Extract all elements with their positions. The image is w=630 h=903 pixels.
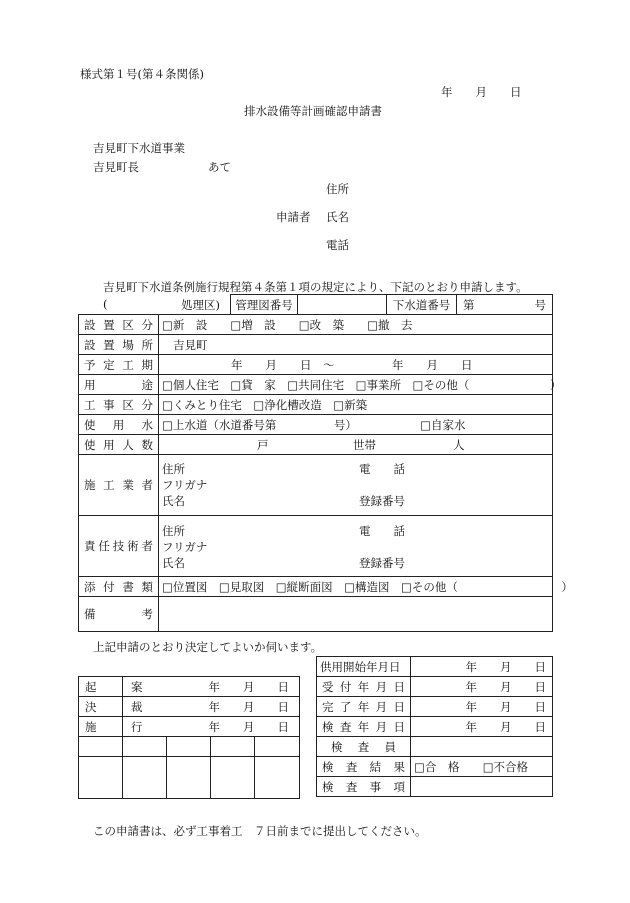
engineer-furigana-label: フリガナ xyxy=(162,540,208,554)
remarks-label: 備考 xyxy=(79,597,159,632)
start-date-value[interactable]: 年 月 日 xyxy=(411,657,553,677)
applicant-phone-label: 電話 xyxy=(326,238,349,252)
seal-cell-top[interactable] xyxy=(255,737,300,757)
addressee-suffix: あて xyxy=(208,160,231,174)
applicant-address-label: 住所 xyxy=(326,182,349,196)
location-label: 設置場所 xyxy=(79,335,159,355)
install-type-options[interactable]: □新 設 □増 設 □改 築 □撤 去 xyxy=(159,315,553,335)
seal-cell[interactable] xyxy=(211,757,255,799)
persons-label: 使用人数 xyxy=(79,435,159,455)
execute-label: 施 行 xyxy=(79,717,123,737)
decide-date[interactable]: 年 月 日 xyxy=(123,697,300,717)
seal-cell[interactable] xyxy=(255,757,300,799)
inspected-value[interactable]: 年 月 日 xyxy=(411,717,553,737)
water-options[interactable]: □上水道（水道番号第 号） □自家水 xyxy=(159,415,553,435)
attachments-label: 添付書類 xyxy=(79,577,159,597)
office-table xyxy=(316,656,553,797)
result-label: 検査結果 xyxy=(317,757,411,777)
decide-label: 決 裁 xyxy=(79,697,123,717)
engineer-label: 責任技術者 xyxy=(79,516,159,577)
fail-checkbox[interactable]: □不合格 xyxy=(482,759,529,774)
items-value[interactable] xyxy=(411,777,553,797)
seal-cell-top[interactable] xyxy=(167,737,211,757)
inspector-label: 検査員 xyxy=(317,737,411,757)
draft-date[interactable]: 年 月 日 xyxy=(123,677,300,697)
contractor-address-label: 住所 xyxy=(162,462,185,476)
start-date-label: 供用開始年月日 xyxy=(317,657,411,677)
approval-table xyxy=(78,676,300,799)
map-number-field[interactable] xyxy=(298,295,387,315)
contractor-label: 施工業者 xyxy=(79,455,159,516)
draft-label: 起 案 xyxy=(79,677,123,697)
install-type-label: 設置区分 xyxy=(79,315,159,335)
contractor-phone-label: 電 話 xyxy=(359,462,405,476)
completed-value[interactable]: 年 月 日 xyxy=(411,697,553,717)
inspected-label: 検査年月日 xyxy=(317,717,411,737)
seal-cell-top[interactable] xyxy=(123,737,167,757)
header-number-table xyxy=(230,294,553,315)
engineer-reg-label: 登録番号 xyxy=(359,556,405,570)
seal-cell-top[interactable] xyxy=(211,737,255,757)
pass-checkbox[interactable]: □合 格 xyxy=(414,759,460,774)
intro-text: 吉見町下水道条例施行規程第４条第１項の規定により、下記のとおり申請します。 xyxy=(103,280,528,294)
page-title: 排水設備等計画確認申請書 xyxy=(244,104,382,118)
engineer-name-label: 氏名 xyxy=(162,556,185,570)
seal-cell-top[interactable] xyxy=(79,737,123,757)
use-options[interactable]: □個人住宅 □貸 家 □共同住宅 □事業所 □その他（ ） xyxy=(159,375,553,395)
form-number: 様式第１号(第４条関係) xyxy=(80,67,204,81)
items-label: 検査事項 xyxy=(317,777,411,797)
attachments-options[interactable]: □位置図 □見取図 □縦断面図 □構造図 □その他（ ） xyxy=(159,577,553,597)
setai-unit: 世帯 xyxy=(353,438,376,452)
engineer-field[interactable] xyxy=(159,516,553,577)
applicant-label: 申請者 xyxy=(276,210,311,224)
completed-label: 完了年月日 xyxy=(317,697,411,717)
households-unit: 戸 xyxy=(257,438,269,452)
main-table xyxy=(78,314,573,632)
schedule-label: 予定工期 xyxy=(79,355,159,375)
addressee-mayor: 吉見町長 xyxy=(93,160,139,174)
engineer-address-label: 住所 xyxy=(162,524,185,538)
work-type-options[interactable]: □くみとり住宅 □浄化槽改造 □新築 xyxy=(159,395,553,415)
dai-label: 第 xyxy=(463,298,475,312)
remarks-field[interactable] xyxy=(159,597,553,632)
location-value[interactable]: 吉見町 xyxy=(159,335,553,355)
contractor-field[interactable] xyxy=(159,455,553,516)
use-label: 用途 xyxy=(79,375,159,395)
paren-open: ( xyxy=(103,297,108,311)
map-number-label: 管理図番号 xyxy=(231,295,298,315)
sewer-number-field[interactable] xyxy=(457,295,553,315)
district-label: 処理区) xyxy=(181,298,220,312)
footer-note: この申請書は、必ず工事着工 ７日前までに提出してください。 xyxy=(93,824,427,838)
schedule-value[interactable]: 年 月 日 ～ 年 月 日 xyxy=(159,355,553,375)
contractor-furigana-label: フリガナ xyxy=(162,478,208,492)
received-value[interactable]: 年 月 日 xyxy=(411,677,553,697)
seal-cell[interactable] xyxy=(79,757,123,799)
decision-text: 上記申請のとおり決定してよいか伺います。 xyxy=(93,640,323,654)
water-label: 使用水 xyxy=(79,415,159,435)
go-label: 号 xyxy=(534,298,546,312)
contractor-reg-label: 登録番号 xyxy=(359,494,405,508)
date-line: 年 月 日 xyxy=(441,85,522,99)
sewer-number-label: 下水道番号 xyxy=(387,295,457,315)
result-options[interactable] xyxy=(411,757,553,777)
inspector-value[interactable] xyxy=(411,737,553,757)
seal-cell[interactable] xyxy=(167,757,211,799)
applicant-name-label: 氏名 xyxy=(326,210,349,224)
persons-field[interactable] xyxy=(159,435,553,455)
seal-cell[interactable] xyxy=(123,757,167,799)
received-label: 受付年月日 xyxy=(317,677,411,697)
engineer-phone-label: 電 話 xyxy=(359,524,405,538)
contractor-name-label: 氏名 xyxy=(162,494,185,508)
work-type-label: 工事区分 xyxy=(79,395,159,415)
addressee-org: 吉見町下水道事業 xyxy=(93,141,185,155)
execute-date[interactable]: 年 月 日 xyxy=(123,717,300,737)
persons-unit: 人 xyxy=(453,438,465,452)
